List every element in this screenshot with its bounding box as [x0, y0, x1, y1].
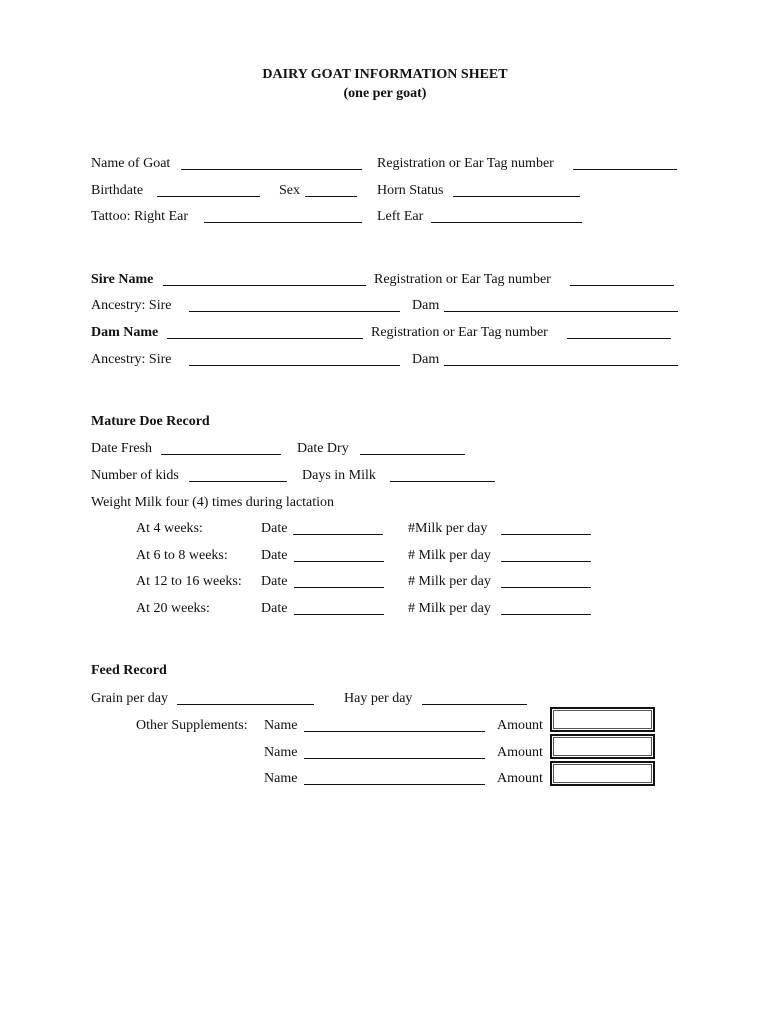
- date-fresh-label: Date Fresh: [91, 441, 153, 456]
- sire-ancestry-dam-field[interactable]: [444, 311, 678, 312]
- dam-registration-field[interactable]: [567, 338, 671, 339]
- weigh-row-milk-field[interactable]: [501, 614, 591, 615]
- birthdate-field[interactable]: [157, 196, 260, 197]
- supplement-name-label: Name: [264, 718, 298, 733]
- days-in-milk-field[interactable]: [390, 481, 495, 482]
- sire-ancestry-sire-field[interactable]: [189, 311, 400, 312]
- weigh-row-date-label: Date: [261, 548, 288, 563]
- weigh-row-milk-label: # Milk per day: [408, 548, 491, 563]
- weigh-row-date-field[interactable]: [293, 534, 383, 535]
- page-title: DAIRY GOAT INFORMATION SHEET: [262, 67, 508, 82]
- weigh-milk-note: Weight Milk four (4) times during lactation: [91, 495, 335, 510]
- supplement-amount-label: Amount: [497, 718, 543, 733]
- weigh-row-milk-field[interactable]: [501, 587, 591, 588]
- date-dry-label: Date Dry: [297, 441, 349, 456]
- supplement-amount-box[interactable]: [550, 734, 655, 759]
- tattoo-right-ear-label: Tattoo: Right Ear: [91, 209, 189, 224]
- goat-name-field[interactable]: [181, 169, 362, 170]
- sire-ancestry-sire-label: Ancestry: Sire: [91, 298, 172, 313]
- supplement-amount-label: Amount: [497, 771, 543, 786]
- weigh-row-date-label: Date: [261, 601, 288, 616]
- other-supplements-label: Other Supplements:: [136, 718, 248, 733]
- tattoo-right-ear-field[interactable]: [204, 222, 362, 223]
- dam-name-label: Dam Name: [91, 325, 159, 340]
- grain-per-day-label: Grain per day: [91, 691, 168, 706]
- dam-ancestry-sire-label: Ancestry: Sire: [91, 352, 172, 367]
- dam-ancestry-dam-field[interactable]: [444, 365, 678, 366]
- sire-registration-field[interactable]: [570, 285, 674, 286]
- weigh-row-milk-label: # Milk per day: [408, 574, 491, 589]
- weigh-row-date-label: Date: [261, 521, 288, 536]
- sire-registration-label: Registration or Ear Tag number: [374, 272, 551, 287]
- weigh-row-milk-field[interactable]: [501, 561, 591, 562]
- supplement-name-field[interactable]: [304, 784, 485, 785]
- dam-registration-label: Registration or Ear Tag number: [371, 325, 548, 340]
- dam-name-field[interactable]: [167, 338, 363, 339]
- weigh-row-period: At 12 to 16 weeks:: [136, 574, 242, 589]
- left-ear-field[interactable]: [431, 222, 582, 223]
- dam-ancestry-dam-label: Dam: [412, 352, 440, 367]
- page-subtitle: (one per goat): [343, 86, 427, 101]
- supplement-amount-box[interactable]: [550, 707, 655, 732]
- sire-name-field[interactable]: [163, 285, 366, 286]
- sire-ancestry-dam-label: Dam: [412, 298, 440, 313]
- number-of-kids-field[interactable]: [189, 481, 287, 482]
- weigh-row-period: At 4 weeks:: [136, 521, 203, 536]
- sex-field[interactable]: [305, 196, 357, 197]
- hay-per-day-field[interactable]: [422, 704, 527, 705]
- weigh-row-milk-label: #Milk per day: [408, 521, 488, 536]
- horn-status-label: Horn Status: [377, 183, 444, 198]
- weigh-row-date-label: Date: [261, 574, 288, 589]
- days-in-milk-label: Days in Milk: [302, 468, 376, 483]
- grain-per-day-field[interactable]: [177, 704, 314, 705]
- goat-registration-label: Registration or Ear Tag number: [377, 156, 554, 171]
- weigh-row-date-field[interactable]: [294, 587, 384, 588]
- date-fresh-field[interactable]: [161, 454, 281, 455]
- supplement-amount-box[interactable]: [550, 761, 655, 786]
- sex-label: Sex: [279, 183, 300, 198]
- feed-record-heading: Feed Record: [91, 663, 167, 678]
- weigh-row-date-field[interactable]: [294, 561, 384, 562]
- supplement-name-field[interactable]: [304, 731, 485, 732]
- weigh-row-milk-label: # Milk per day: [408, 601, 491, 616]
- weigh-row-period: At 6 to 8 weeks:: [136, 548, 228, 563]
- supplement-name-field[interactable]: [304, 758, 485, 759]
- left-ear-label: Left Ear: [377, 209, 424, 224]
- date-dry-field[interactable]: [360, 454, 465, 455]
- dam-ancestry-sire-field[interactable]: [189, 365, 400, 366]
- goat-name-label: Name of Goat: [91, 156, 171, 171]
- doe-record-heading: Mature Doe Record: [91, 414, 210, 429]
- birthdate-label: Birthdate: [91, 183, 144, 198]
- supplement-amount-label: Amount: [497, 745, 543, 760]
- weigh-row-period: At 20 weeks:: [136, 601, 210, 616]
- supplement-name-label: Name: [264, 745, 298, 760]
- weigh-row-milk-field[interactable]: [501, 534, 591, 535]
- weigh-row-date-field[interactable]: [294, 614, 384, 615]
- goat-registration-field[interactable]: [573, 169, 677, 170]
- sire-name-label: Sire Name: [91, 272, 154, 287]
- supplement-name-label: Name: [264, 771, 298, 786]
- horn-status-field[interactable]: [453, 196, 580, 197]
- hay-per-day-label: Hay per day: [344, 691, 413, 706]
- number-of-kids-label: Number of kids: [91, 468, 179, 483]
